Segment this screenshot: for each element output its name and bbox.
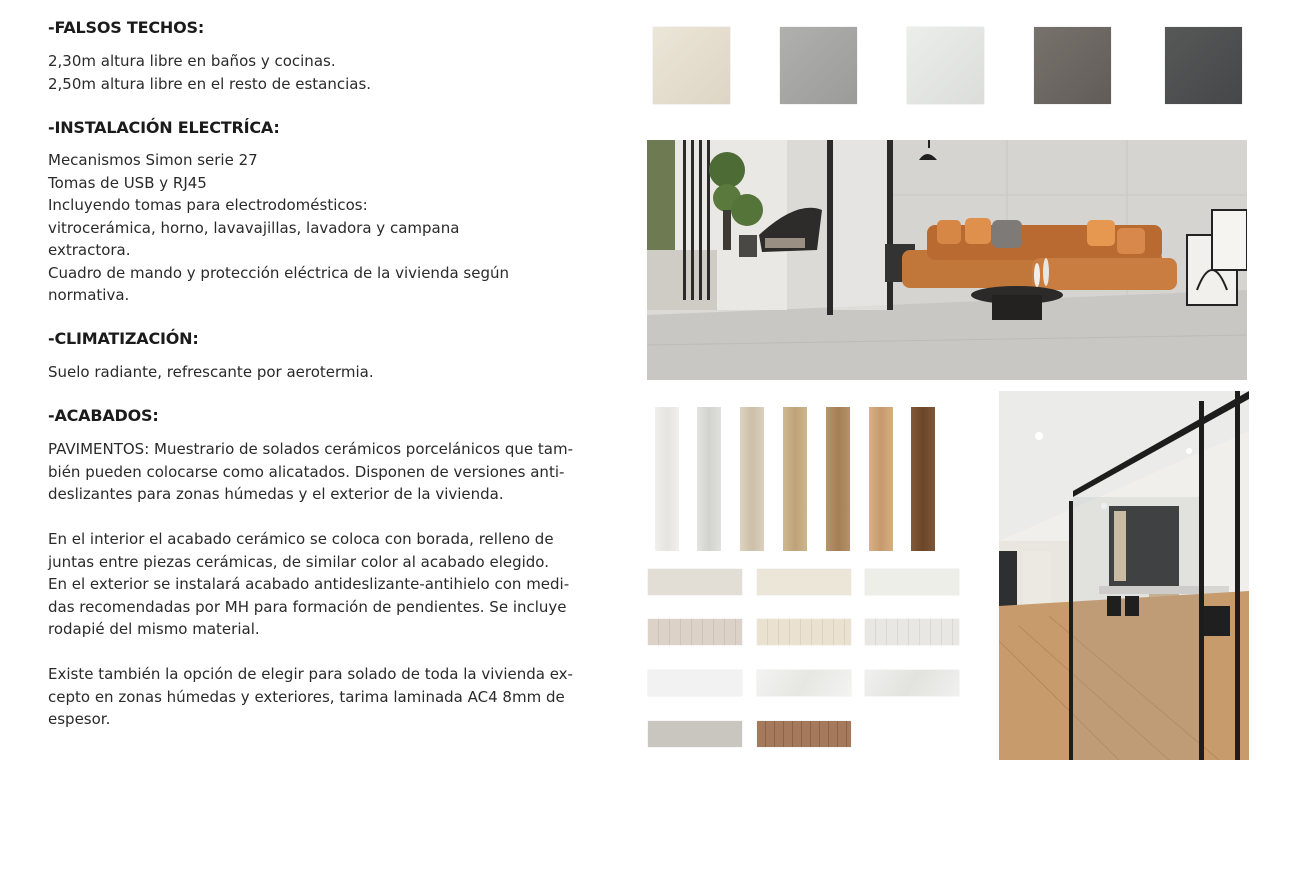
text-line: Tomas de USB y RJ45 bbox=[48, 173, 207, 192]
paragraph-pavimentos bbox=[48, 438, 602, 506]
plank-beige bbox=[740, 407, 764, 551]
text-line: PAVIMENTOS: Muestrario de solados cerámicos porcelánicos que tam- bbox=[48, 440, 573, 458]
text-line: extractora. bbox=[48, 241, 131, 259]
section-heading: -CLIMATIZACIÓN: bbox=[48, 329, 199, 348]
tile-sample bbox=[648, 569, 742, 595]
paragraph-interior-exterior bbox=[48, 528, 602, 641]
swatch-taupe bbox=[1034, 27, 1111, 104]
interior-hall-photo bbox=[999, 391, 1249, 760]
section-body bbox=[48, 361, 374, 384]
section-heading: -ACABADOS: bbox=[48, 406, 159, 425]
section-heading: -FALSOS TECHOS: bbox=[48, 18, 205, 37]
living-room-illustration bbox=[647, 140, 1247, 380]
text-line: cepto en zonas húmedas y exteriores, tarima laminada AC4 8mm de bbox=[48, 687, 565, 706]
tile-sample-mosaic bbox=[757, 721, 851, 747]
plank-walnut bbox=[911, 407, 935, 551]
tile-sample-mosaic bbox=[757, 619, 851, 645]
plank-light-grey bbox=[697, 407, 721, 551]
text-line: Cuadro de mando y protección eléctrica de la vivienda según bbox=[48, 263, 510, 282]
text-line: juntas entre piezas cerámicas, de similar color al acabado elegido. bbox=[48, 552, 549, 571]
plank-honey bbox=[826, 407, 850, 551]
text-line: bién pueden colocarse como alicatados. Disponen de versiones anti- bbox=[48, 462, 565, 481]
swatch-white bbox=[907, 27, 984, 104]
tile-sample bbox=[757, 569, 851, 595]
section-body bbox=[48, 149, 509, 307]
section-heading: -INSTALACIÓN ELECTRÍCA: bbox=[48, 118, 280, 137]
living-room-photo bbox=[647, 140, 1247, 380]
section-body bbox=[48, 50, 371, 95]
swatch-grey bbox=[780, 27, 857, 104]
text-line: espesor. bbox=[48, 710, 111, 728]
text-line: Incluyendo tomas para electrodomésticos: bbox=[48, 196, 368, 214]
text-line: En el interior el acabado cerámico se coloca con borada, relleno de bbox=[48, 530, 554, 548]
text-line: En el exterior se instalará acabado antideslizante-antihielo con medi- bbox=[48, 575, 570, 593]
plank-white bbox=[655, 407, 679, 551]
text-line: vitrocerámica, horno, lavavajillas, lavadora y campana bbox=[48, 218, 460, 237]
text-line: deslizantes para zonas húmedas y el exterior de la vivienda. bbox=[48, 485, 504, 503]
tile-sample bbox=[648, 670, 742, 696]
text-line: das recomendadas por MH para formación de pendientes. Se incluye bbox=[48, 597, 567, 616]
tile-sample-mosaic bbox=[648, 619, 742, 645]
tile-sample-mosaic bbox=[865, 619, 959, 645]
text-line: Mecanismos Simon serie 27 bbox=[48, 151, 258, 169]
tile-sample bbox=[648, 721, 742, 747]
text-line: Suelo radiante, refrescante por aerotermia. bbox=[48, 363, 374, 381]
swatch-cream bbox=[653, 27, 730, 104]
swatch-anthracite bbox=[1165, 27, 1242, 104]
text-line: Existe también la opción de elegir para solado de toda la vivienda ex- bbox=[48, 665, 573, 683]
tile-sample-marble bbox=[865, 670, 959, 696]
text-line: normativa. bbox=[48, 286, 130, 304]
plank-natural bbox=[869, 407, 893, 551]
text-line: 2,30m altura libre en baños y cocinas. bbox=[48, 52, 336, 70]
text-line: 2,50m altura libre en el resto de estancias. bbox=[48, 74, 372, 93]
plank-oak bbox=[783, 407, 807, 551]
tile-sample-marble bbox=[757, 670, 851, 696]
text-line: rodapié del mismo material. bbox=[48, 620, 260, 638]
interior-hall-illustration bbox=[999, 391, 1249, 760]
paragraph-tarima bbox=[48, 663, 602, 731]
tile-sample bbox=[865, 569, 959, 595]
